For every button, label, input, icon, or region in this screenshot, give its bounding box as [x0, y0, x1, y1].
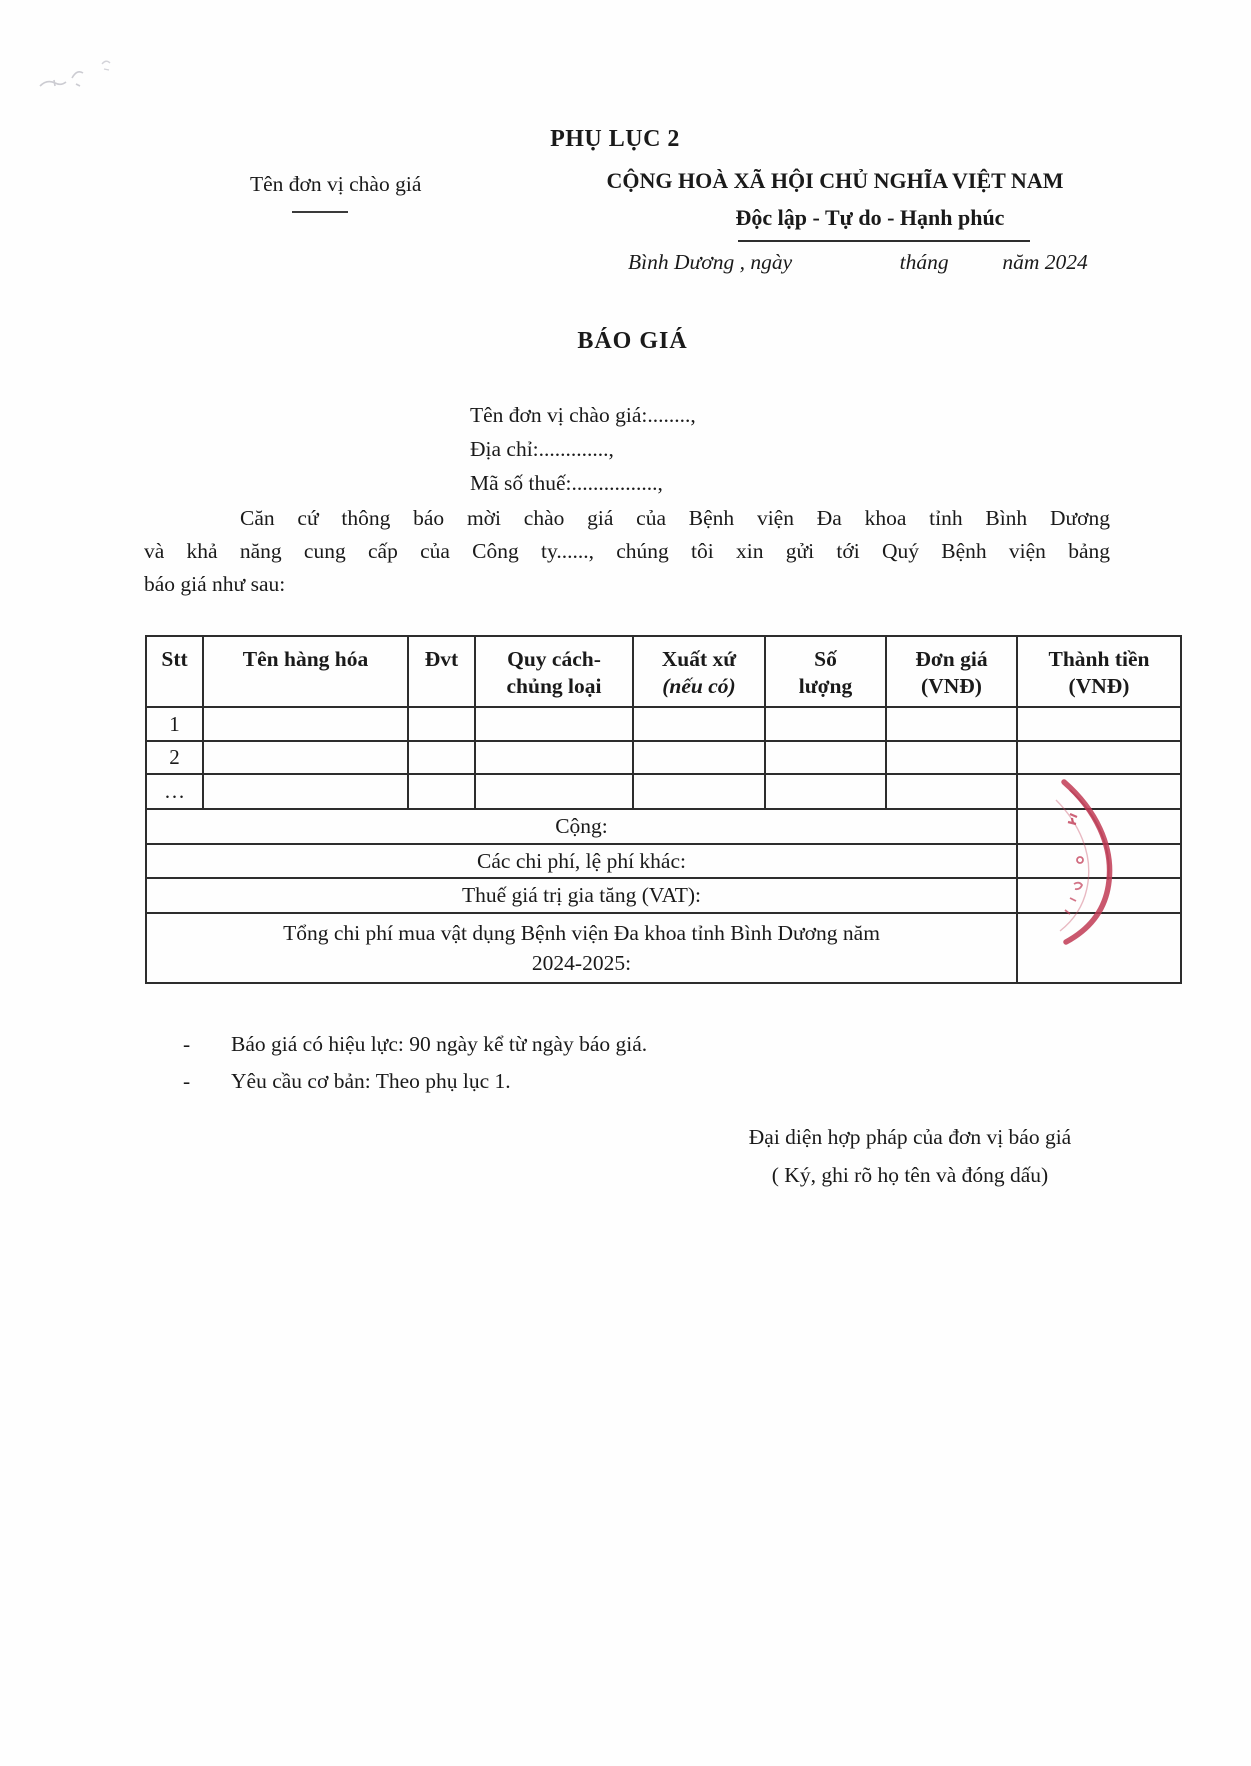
signature-block	[640, 1118, 1180, 1194]
col-header-ten-hang-hoa: Tên hàng hóa	[203, 636, 408, 707]
note-text: Báo giá có hiệu lực: 90 ngày kể từ ngày báo giá.	[231, 1032, 648, 1056]
row-number: 2	[146, 741, 203, 774]
summary-label: Cộng:	[146, 809, 1017, 844]
cell-empty	[633, 707, 765, 741]
col-header-xuat-xu: Xuất xứ (nếu có)	[633, 636, 765, 707]
intro-line-1: Căn cứ thông báo mời chào giá của Bệnh viện Đa khoa tỉnh Bình Dương	[240, 506, 1110, 530]
cell-empty	[475, 774, 633, 809]
note-text: Yêu cầu cơ bản: Theo phụ lục 1.	[231, 1069, 511, 1093]
summary-label: Các chi phí, lệ phí khác:	[146, 844, 1017, 878]
table-row	[146, 707, 1181, 741]
note-item	[183, 1026, 647, 1063]
row-number: 1	[146, 707, 203, 741]
national-header-underline	[738, 240, 1030, 242]
quoting-unit-label: Tên đơn vị chào giá	[250, 172, 422, 196]
summary-label: Tổng chi phí mua vật dụng Bệnh viện Đa khoa tỉnh Bình Dương năm 2024-2025:	[146, 913, 1017, 983]
signature-instruction: ( Ký, ghi rõ họ tên và đóng dấu)	[771, 1163, 1049, 1187]
pencil-mark-icon	[32, 52, 132, 102]
notes-list	[183, 1026, 647, 1100]
cell-empty	[633, 741, 765, 774]
info-company: Tên đơn vị chào giá:........,	[470, 403, 696, 427]
cell-empty	[765, 707, 886, 741]
col-header-so-luong: Số lượng	[765, 636, 886, 707]
appendix-title: PHỤ LỤC 2	[550, 126, 680, 152]
col-header-don-gia: Đơn giá (VNĐ)	[886, 636, 1017, 707]
cell-empty	[203, 741, 408, 774]
bullet-dash: -	[183, 1032, 191, 1056]
cell-empty	[203, 774, 408, 809]
col-header-thanh-tien: Thành tiền (VNĐ)	[1017, 636, 1181, 707]
note-item	[183, 1063, 647, 1100]
cell-empty	[408, 707, 475, 741]
summary-label: Thuế giá trị gia tăng (VAT):	[146, 878, 1017, 913]
cell-empty	[765, 774, 886, 809]
cell-empty	[475, 741, 633, 774]
cell-empty	[886, 774, 1017, 809]
col-header-stt: Stt	[146, 636, 203, 707]
national-header-line2: Độc lập - Tự do - Hạnh phúc	[735, 205, 1005, 230]
info-tax-code: Mã số thuế:................,	[470, 471, 663, 495]
col-header-quy-cach: Quy cách- chủng loại	[475, 636, 633, 707]
bullet-dash: -	[183, 1069, 191, 1093]
intro-line-2: và khả năng cung cấp của Công ty......, chúng tôi xin gửi tới Quý Bệnh viện bảng	[144, 539, 1110, 563]
document-title: BÁO GIÁ	[577, 328, 688, 354]
info-address: Địa chỉ:.............,	[470, 437, 614, 461]
national-header-line1: CỘNG HOÀ XÃ HỘI CHỦ NGHĨA VIỆT NAM	[606, 168, 1064, 193]
cell-empty	[475, 707, 633, 741]
cell-empty	[408, 741, 475, 774]
cell-empty	[408, 774, 475, 809]
cell-empty	[886, 707, 1017, 741]
col-header-dvt: Đvt	[408, 636, 475, 707]
cell-empty	[203, 707, 408, 741]
header-row	[146, 636, 1181, 707]
red-stamp-icon	[1018, 768, 1158, 953]
info-block	[470, 398, 696, 500]
cell-empty	[633, 774, 765, 809]
cell-empty	[886, 741, 1017, 774]
cell-empty	[765, 741, 886, 774]
cell-empty	[1017, 707, 1181, 741]
date-line: Bình Dương , ngày tháng năm 2024	[628, 250, 1088, 274]
signature-title: Đại diện hợp pháp của đơn vị báo giá	[748, 1125, 1072, 1149]
intro-line-3: báo giá như sau:	[144, 572, 286, 596]
row-number: …	[146, 774, 203, 809]
left-label-rule	[292, 211, 348, 213]
